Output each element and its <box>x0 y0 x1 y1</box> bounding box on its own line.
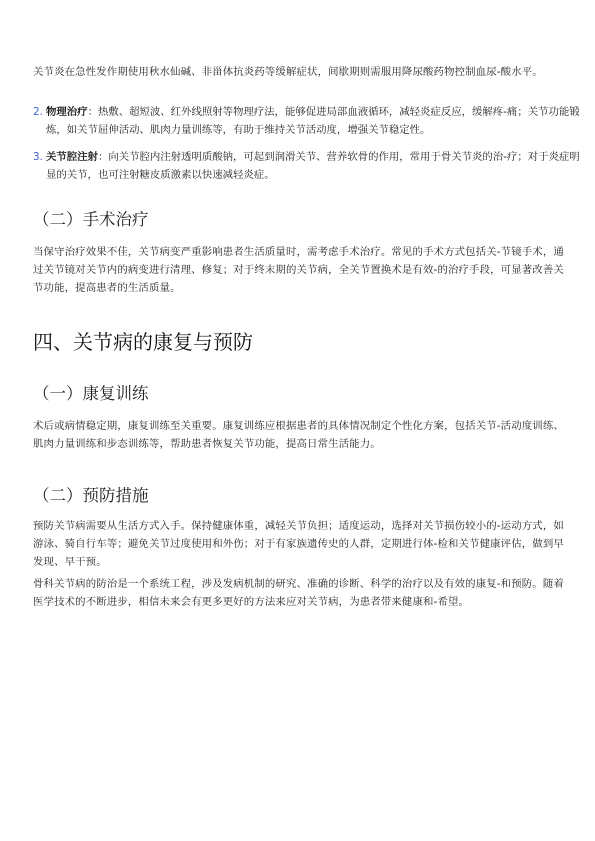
chapter-heading-rehab-prevention: 四、关节病的康复与预防 <box>33 330 253 354</box>
list-item-physical-therapy <box>33 103 581 139</box>
list-term: 关节腔注射 <box>46 151 98 163</box>
section-heading-rehab: （一）康复训练 <box>33 384 149 403</box>
prevention-paragraph: 预防关节病需要从生活方式入手。保持健康体重，减轻关节负担；适度运动，选择对关节损伤较小的-运动方式，如游泳、骑自行车等；避免关节过度使用和外伤；对于有家族遗传史的人群，定期进行体-检和关节健康评估，做到早发现、早干预。 <box>33 520 564 568</box>
list-text: 向关节腔内注射透明质酸钠，可起到润滑关节、营养软骨的作用，常用于骨关节炎的治-疗；对于炎症明显的关节，也可注射糖皮质激素以快速减轻炎症。 <box>46 151 580 181</box>
intro-paragraph: 关节炎在急性发作期使用秋水仙碱、非甾体抗炎药等缓解症状，间歇期则需服用降尿酸药物控制血尿-酸水平。 <box>33 66 543 78</box>
surgery-paragraph: 当保守治疗效果不佳，关节病变严重影响患者生活质量时，需考虑手术治疗。常见的手术方式包括关-节镜手术，通过关节镜对关节内的病变进行清理、修复；对于终末期的关节病，全关节置换术是有效-的治疗手段，可显著改善关节功能，提高患者的生活质量。 <box>33 246 564 294</box>
list-separator: ： <box>97 151 109 163</box>
section-heading-surgery: （二）手术治疗 <box>33 210 149 229</box>
list-body <box>46 103 581 139</box>
list-item-joint-injection <box>33 148 581 184</box>
list-body <box>46 148 581 184</box>
conclusion-paragraph: 骨科关节病的防治是一个系统工程，涉及发病机制的研究、准确的诊断、科学的治疗以及有效的康复-和预防。随着医学技术的不断进步，相信未来会有更多更好的方法来应对关节病，为患者带来健康和-希望。 <box>33 578 564 608</box>
list-separator: ： <box>87 106 98 118</box>
list-text: 热敷、超短波、红外线照射等物理疗法，能够促进局部血液循环，减轻炎症反应，缓解疼-痛；关节功能锻炼，如关节屈伸活动、肌肉力量训练等，有助于维持关节活动度，增强关节稳定性。 <box>46 106 580 136</box>
list-term: 物理治疗 <box>46 106 88 118</box>
rehab-paragraph: 术后或病情稳定期，康复训练至关重要。康复训练应根据患者的具体情况制定个性化方案，包括关节-活动度训练、肌肉力量训练和步态训练等，帮助患者恢复关节功能，提高日常生活能力。 <box>33 420 564 450</box>
section-heading-prevention: （二）预防措施 <box>33 486 149 505</box>
list-number: 3. <box>33 151 43 163</box>
list-number: 2. <box>33 106 43 118</box>
